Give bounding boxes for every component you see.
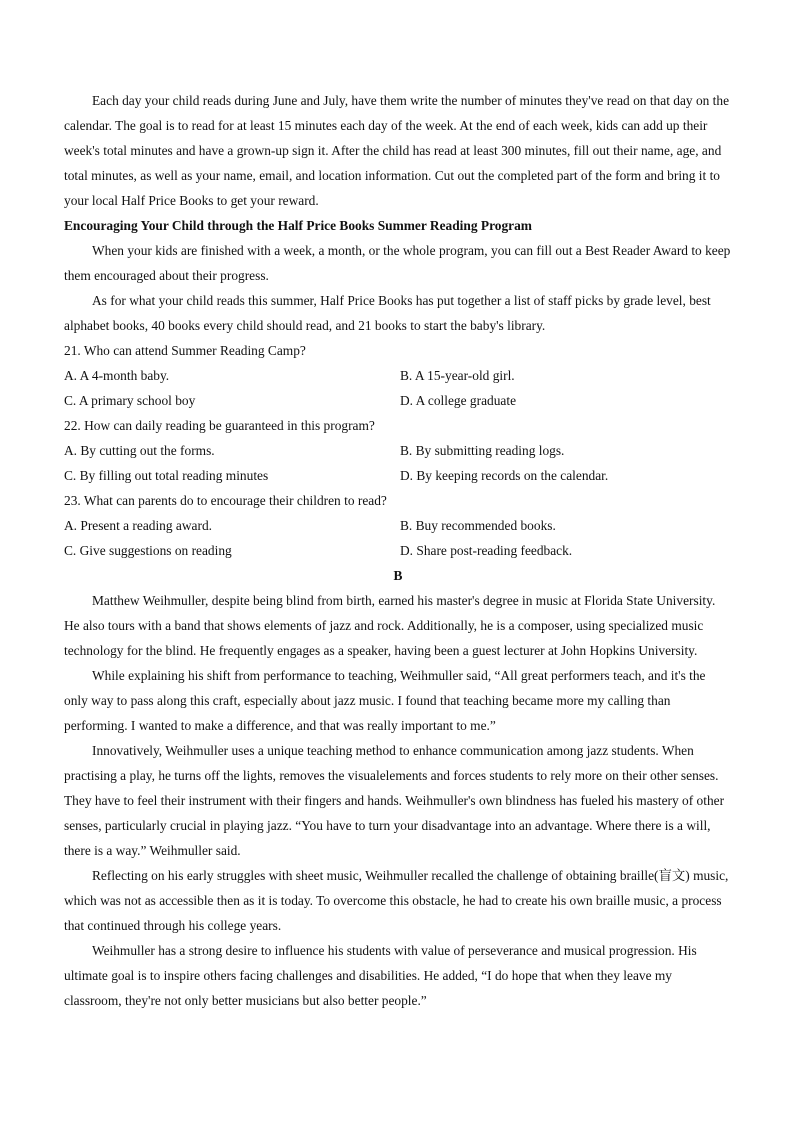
option-a: A. A 4-month baby. — [64, 368, 170, 383]
option-d: D. Share post-reading feedback. — [400, 543, 573, 558]
question-23 — [64, 488, 732, 563]
option-a: A. Present a reading award. — [64, 518, 212, 533]
paragraph-b3: Innovatively, Weihmuller uses a unique teaching method to enhance communication among jazz students. When practising a play, he turns off the lights, removes the visualelements and forces students to rely more on their other senses. They have to feel their instrument with their fingers and hands. Weihmuller's own blindness has fueled his mastery of other senses, particularly crucial in playing jazz. “You have to turn your disadvantage into an advantage. Where there is a will, there is a way.” Weihmuller said. — [64, 743, 725, 858]
option-c: C. A primary school boy — [64, 393, 196, 408]
paragraph-calendar: Each day your child reads during June and July, have them write the number of minutes they've read on that day on the calendar. The goal is to read for at least 15 minutes each day of the week. At the end of each week, kids can add up their week's total minutes and have a grown-up sign it. After the child has read at least 300 minutes, fill out their name, age, and total minutes, as well as your name, email, and location information. Cut out the completed part of the form and bring it to your local Half Price Books to get your reward. — [64, 93, 730, 208]
paragraph-booklist: As for what your child reads this summer, Half Price Books has put together a list of staff picks by grade level, best alphabet books, 40 books every child should read, and 21 books to start the baby's library. — [64, 293, 711, 333]
option-a: A. By cutting out the forms. — [64, 443, 215, 458]
paragraph-b5: Weihmuller has a strong desire to influence his students with value of perseverance and musical progression. His ultimate goal is to inspire others facing challenges and disabilities. He added, “I do hope that when they leave my classroom, they're not only better musicians but also better people.” — [64, 943, 697, 1008]
option-c: C. By filling out total reading minutes — [64, 468, 269, 483]
question-22 — [64, 413, 732, 488]
option-row — [64, 463, 732, 488]
option-row — [64, 363, 732, 388]
question-stem: 22. How can daily reading be guaranteed in this program? — [64, 418, 375, 433]
option-d: D. A college graduate — [400, 393, 517, 408]
option-row — [64, 388, 732, 413]
option-row — [64, 513, 732, 538]
paragraph-b4: Reflecting on his early struggles with sheet music, Weihmuller recalled the challenge of obtaining braille(盲文) music, which was not as accessible then as it is today. To overcome this obstacle, he had to create his own braille music, a process that continued through his college years. — [64, 868, 729, 933]
option-c: C. Give suggestions on reading — [64, 543, 232, 558]
question-stem: 23. What can parents do to encourage their children to read? — [64, 493, 387, 508]
paragraph-b2: While explaining his shift from performance to teaching, Weihmuller said, “All great performers teach, and it's the only way to pass along this craft, especially about jazz music. I found that teaching became more my calling than performing. I wanted to make a difference, and that was really important to me.” — [64, 668, 706, 733]
question-stem: 21. Who can attend Summer Reading Camp? — [64, 343, 306, 358]
option-row — [64, 538, 732, 563]
option-b: B. A 15-year-old girl. — [400, 368, 515, 383]
section-b-title: B — [393, 568, 403, 583]
option-b: B. Buy recommended books. — [400, 518, 556, 533]
paragraph-b1: Matthew Weihmuller, despite being blind from birth, earned his master's degree in music at Florida State University. He also tours with a band that shows elements of jazz and rock. Additionally, he is a composer, using specialized music technology for the blind. He frequently engages as a speaker, having been a guest lecturer at John Hopkins University. — [64, 593, 716, 658]
option-b: B. By submitting reading logs. — [400, 443, 565, 458]
document-page — [64, 88, 732, 1013]
paragraph-award: When your kids are finished with a week, a month, or the whole program, you can fill out a Best Reader Award to keep them encouraged about their progress. — [64, 243, 731, 283]
option-row — [64, 438, 732, 463]
section-heading: Encouraging Your Child through the Half Price Books Summer Reading Program — [64, 218, 532, 233]
question-21 — [64, 338, 732, 413]
option-d: D. By keeping records on the calendar. — [400, 468, 609, 483]
